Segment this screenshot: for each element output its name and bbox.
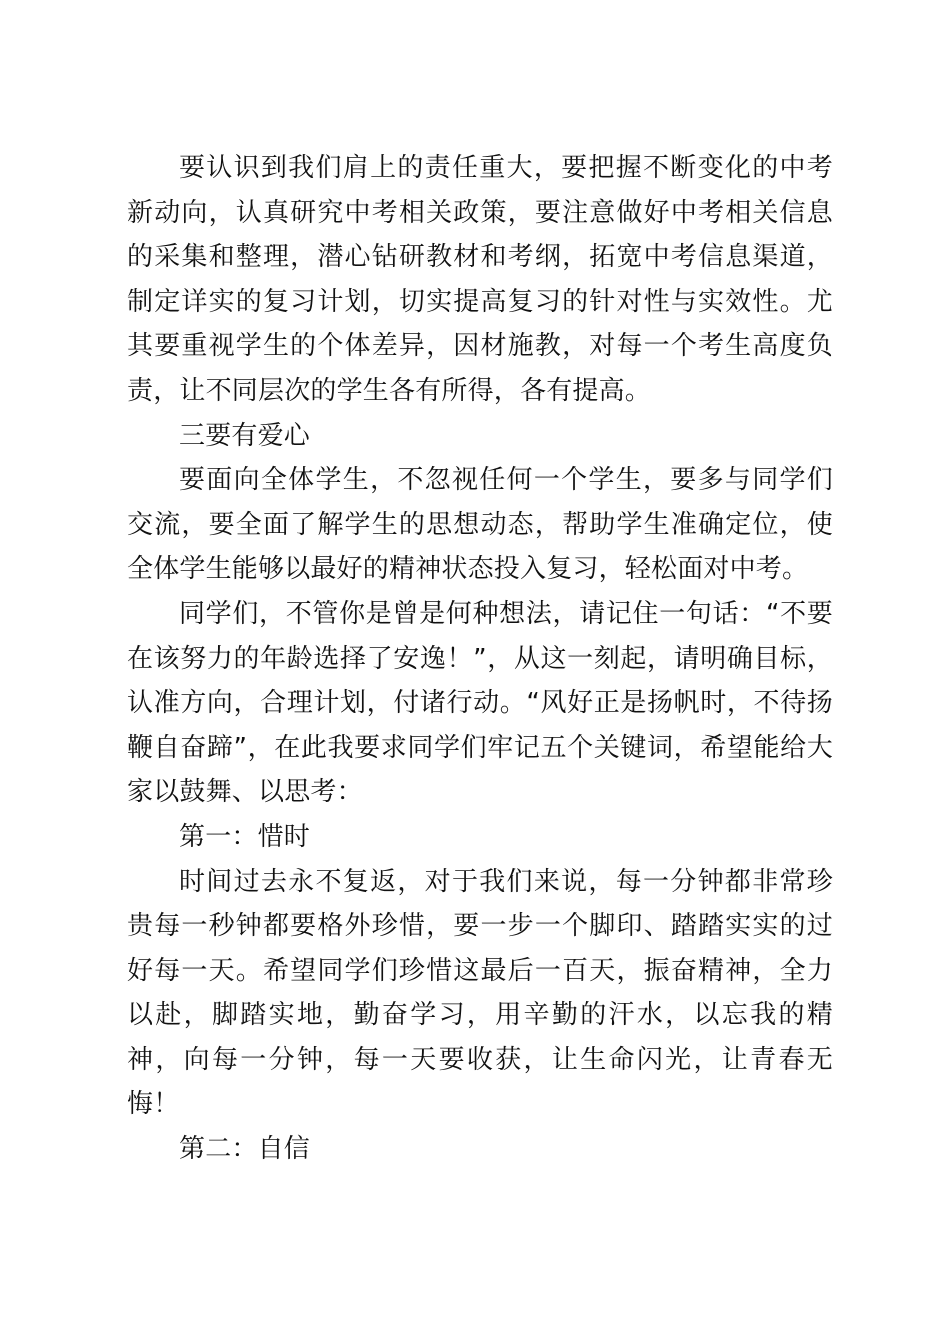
paragraph-time: 时间过去永不复返，对于我们来说，每一分钟都非常珍贵每一秒钟都要格外珍惜，要一步一个脚印、踏踏实实的过好每一天。希望同学们珍惜这最后一百天，振奋精神，全力以赴，脚踏实地，勤奋学习，用辛勤的汗水，以忘我的精神，向每一分钟，每一天要收获，让生命闪光，让青春无悔！: [127, 866, 833, 1120]
paragraph-responsibility: 要认识到我们肩上的责任重大，要把握不断变化的中考新动向，认真研究中考相关政策，要注意做好中考相关信息的采集和整理，潜心钻研教材和考纲，拓宽中考信息渠道，制定详实的复习计划，切实提高复习的针对性与实效性。尤其要重视学生的个体差异，因材施教，对每一个考生高度负责，让不同层次的学生各有所得，各有提高。: [127, 153, 833, 406]
heading-confidence: 第二：自信: [179, 1134, 311, 1165]
paragraph-all-students: 要面向全体学生，不忽视任何一个学生，要多与同学们交流，要全面了解学生的思想动态，帮助学生准确定位，使全体学生能够以最好的精神状态投入复习，轻松面对中考。: [127, 465, 833, 585]
heading-cherish-time: 第一：惜时: [179, 821, 311, 852]
heading-love: 三要有爱心: [179, 420, 311, 451]
paragraph-students-appeal: 同学们，不管你是曾是何种想法，请记住一句话：“不要在该努力的年龄选择了安逸！”，从这一刻起，请明确目标，认准方向，合理计划，付诸行动。“风好正是扬帆时，不待扬鞭自奋蹄”，在此我要求同学们牢记五个关键词，希望能给大家以鼓舞、以思考：: [127, 598, 833, 808]
document-body: [127, 146, 833, 1172]
